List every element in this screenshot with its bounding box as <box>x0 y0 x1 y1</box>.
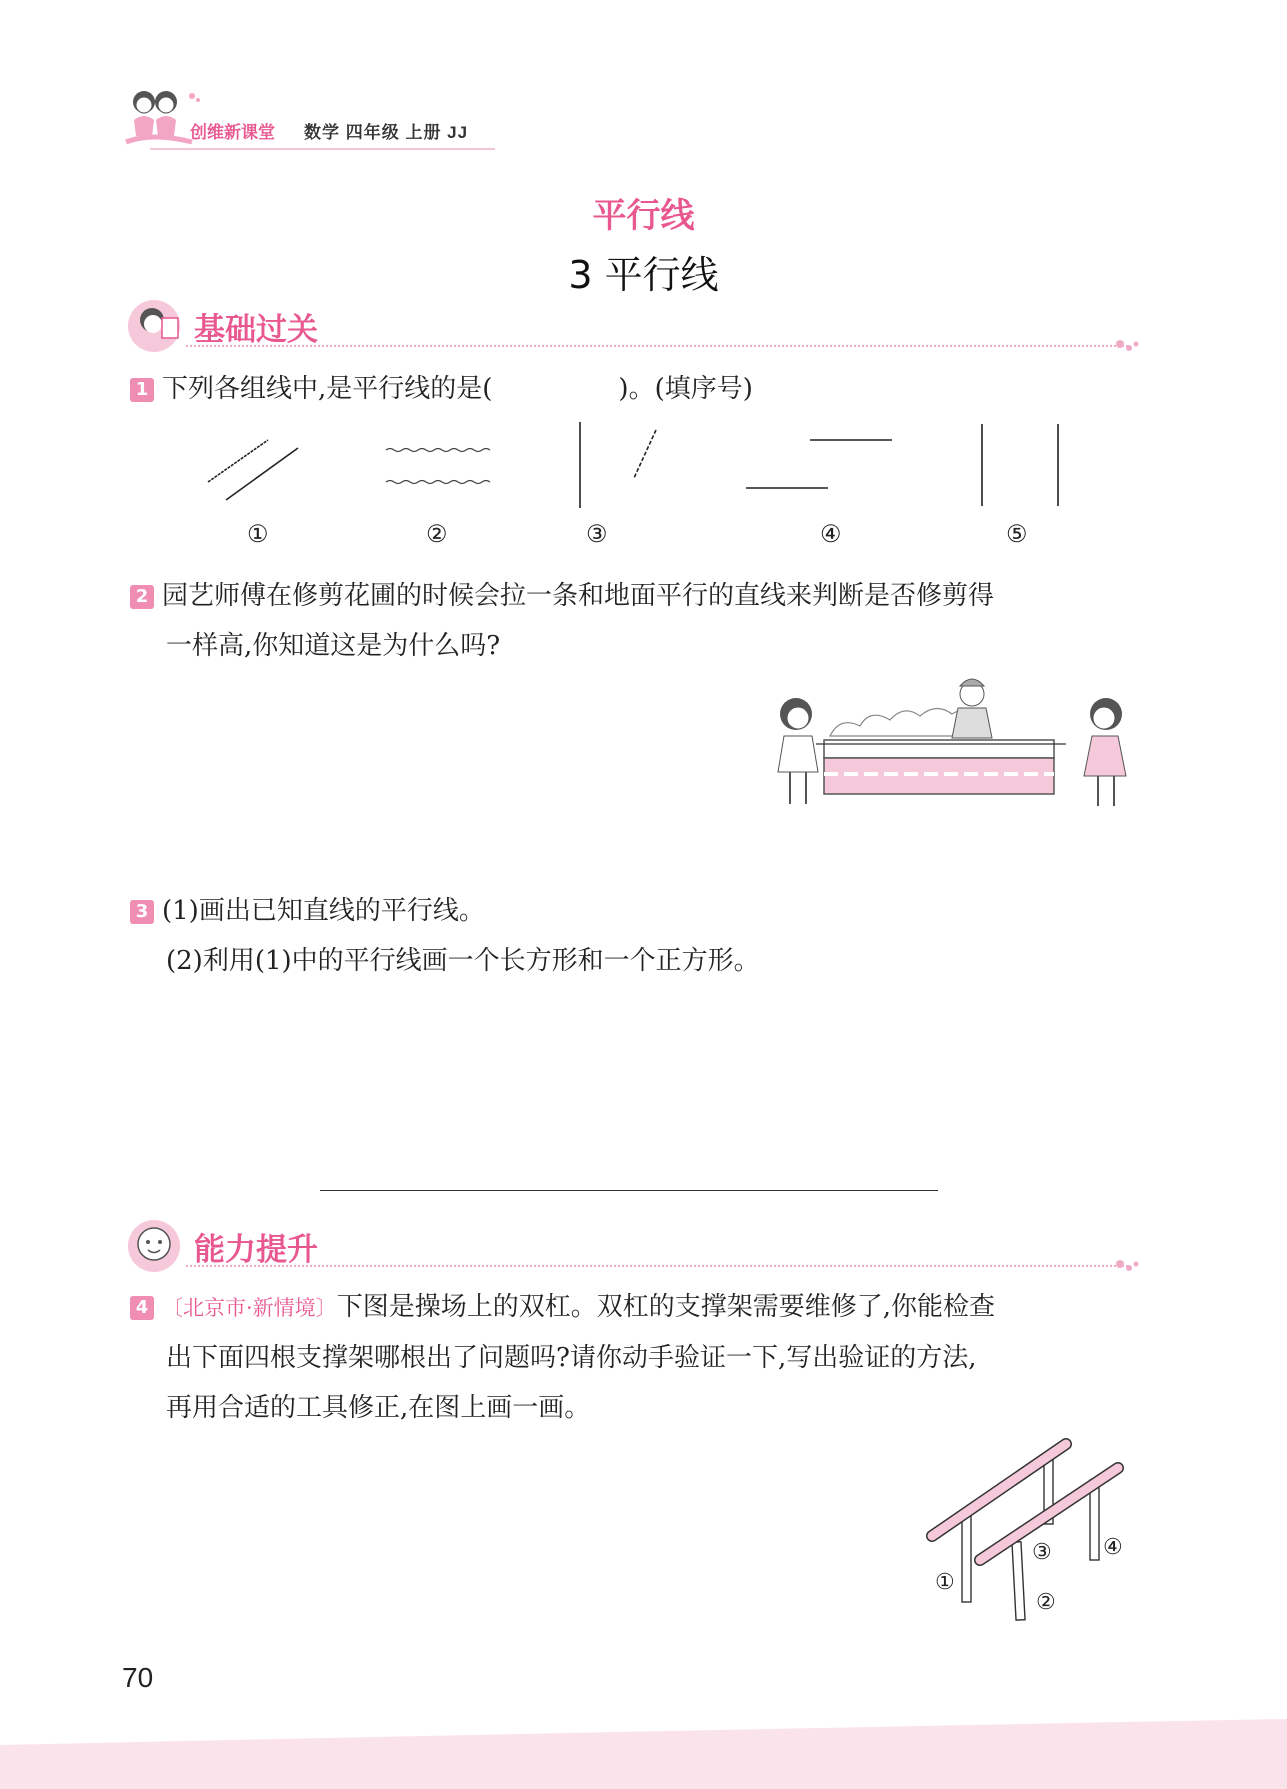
question-3-line2: (2)利用(1)中的平行线画一个长方形和一个正方形。 <box>166 946 760 976</box>
question-number: 3 <box>130 900 154 924</box>
section-header-advanced <box>128 1218 1128 1288</box>
lesson-title: 3 平行线 <box>568 253 719 297</box>
decor-dots-icon <box>1114 336 1140 356</box>
support-label: ③ <box>1032 1540 1052 1565</box>
q1-line-groups-figure <box>150 410 1090 520</box>
header-brand: 创维新课堂 <box>190 123 275 142</box>
footer-band <box>0 1715 1287 1789</box>
question-3-line1: (1)画出已知直线的平行线。 <box>162 896 485 926</box>
page-number: 70 <box>122 1662 154 1693</box>
support-label: ④ <box>1103 1535 1123 1560</box>
question-4-line1: 下图是操场上的双杠。双杠的支撑架需要维修了,你能检查 <box>336 1292 995 1322</box>
question-4 <box>130 1282 1140 1433</box>
question-number: 4 <box>130 1296 154 1320</box>
girl-mascot-icon <box>128 298 184 354</box>
gardener-illustration <box>776 674 1132 816</box>
question-2 <box>130 571 1140 671</box>
support-2 <box>1012 1542 1025 1620</box>
option-label: ① <box>247 520 269 548</box>
section-title: 平行线 <box>592 196 695 236</box>
question-2-line1: 园艺师傅在修剪花圃的时候会拉一条和地面平行的直线来判断是否修剪得 <box>162 581 995 611</box>
given-line <box>320 1190 938 1191</box>
question-2-line2: 一样高,你知道这是为什么吗? <box>166 631 501 661</box>
decor-dots-icon <box>1114 1256 1140 1276</box>
support-1 <box>962 1516 971 1602</box>
section-rule <box>186 345 1128 347</box>
question-4-line3: 再用合适的工具修正,在图上画一画。 <box>166 1393 591 1423</box>
question-3 <box>130 886 1140 986</box>
support-label: ① <box>935 1570 955 1595</box>
question-1-text-after: )。(填序号) <box>618 374 753 404</box>
question-1-text-before: 下列各组线中,是平行线的是( <box>162 374 493 404</box>
option-label: ⑤ <box>1006 520 1028 548</box>
section-rule <box>186 1265 1128 1267</box>
question-4-line2: 出下面四根支撑架哪根出了问题吗?请你动手验证一下,写出验证的方法, <box>166 1343 977 1373</box>
header-subject: 数学 四年级 上册 JJ <box>304 123 469 142</box>
header-underline <box>150 148 495 150</box>
boy-mascot-icon <box>128 1218 184 1274</box>
question-1 <box>130 364 753 414</box>
option-label: ④ <box>820 520 842 548</box>
question-4-tag: 〔北京市·新情境〕 <box>162 1296 337 1320</box>
support-label: ② <box>1036 1590 1056 1615</box>
option-label: ② <box>426 520 448 548</box>
section-label-advanced: 能力提升 <box>194 1232 318 1268</box>
option-label: ③ <box>586 520 608 548</box>
section-header-basic <box>128 298 1128 368</box>
question-number: 2 <box>130 585 154 609</box>
question-number: 1 <box>130 378 154 402</box>
section-label-basic: 基础过关 <box>194 312 318 348</box>
parallel-bars-figure <box>920 1436 1140 1626</box>
